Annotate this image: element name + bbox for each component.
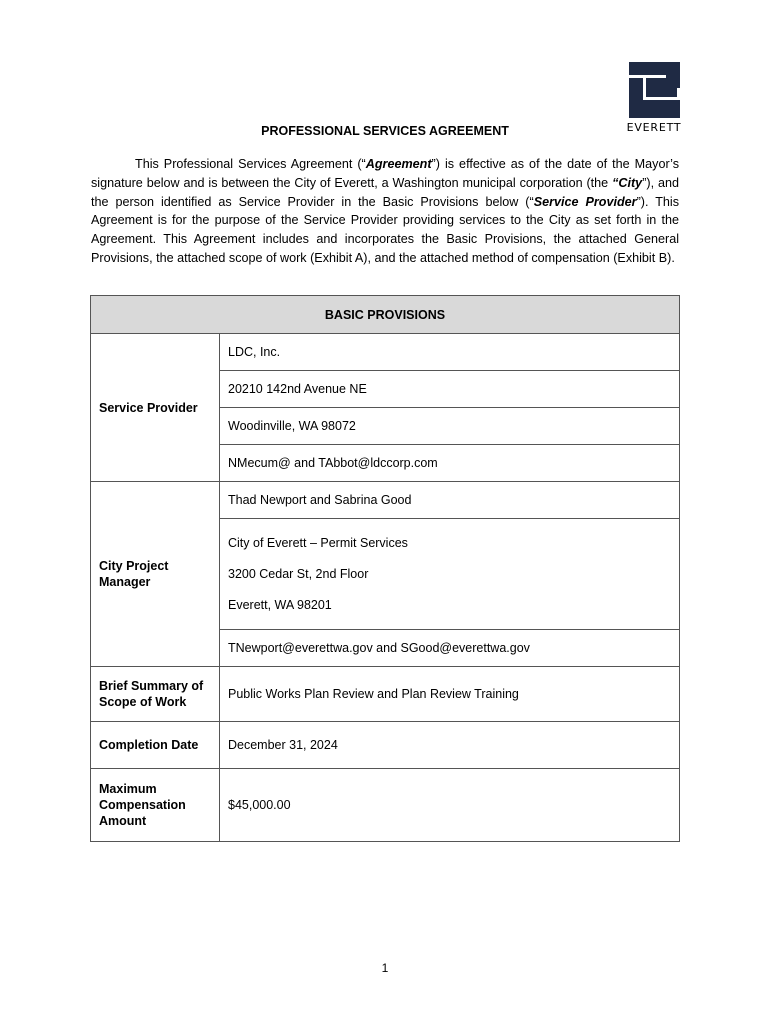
compensation-label: Maximum Compensation Amount [91,769,220,842]
service-provider-label: Service Provider [91,334,220,482]
provisions-heading: BASIC PROVISIONS [91,296,680,334]
term-service-provider: Service Provider [533,194,637,209]
page-number: 1 [381,961,389,975]
scope-label: Brief Summary of Scope of Work [91,667,220,722]
completion-date-value: December 31, 2024 [220,722,680,769]
logo-text: EVERETT [626,121,682,134]
project-manager-label: City Project Manager [91,482,220,667]
intro-paragraph: This Professional Services Agreement (“Agreement”) is effective as of the date of the Mayor’s signature below and is between the City of Everett, a Washington municipal corporation (the “City”), and the person identified as Service Provider in the Basic Provisions below (“Service Provider”). This Agreement is for the purpose of the Service Provider providing services to the City as set forth in the Agreement. This Agreement includes and incorporates the Basic Provisions, the attached General Provisions, the attached scope of work (Exhibit A), and the attached method of compensation (Exhibit B). [91,157,679,265]
term-city: “City [612,175,643,190]
document-title: PROFESSIONAL SERVICES AGREEMENT [261,124,509,138]
project-manager-address-line2: Everett, WA 98201 [228,598,332,612]
project-manager-email: TNewport@everettwa.gov and SGood@everettwa.gov [220,630,680,667]
compensation-value: $45,000.00 [220,769,680,842]
project-manager-address [220,519,680,630]
project-manager-department: City of Everett – Permit Services [228,536,408,550]
project-manager-address-line1: 3200 Cedar St, 2nd Floor [228,567,369,581]
project-manager-names: Thad Newport and Sabrina Good [220,482,680,519]
term-agreement: Agreement [365,157,432,171]
basic-provisions-table [90,295,680,842]
service-provider-name: LDC, Inc. [220,334,680,371]
everett-logo-icon [629,62,680,118]
scope-value: Public Works Plan Review and Plan Review Training [220,667,680,722]
completion-date-label: Completion Date [91,722,220,769]
service-provider-address-line1: 20210 142nd Avenue NE [220,371,680,408]
service-provider-address-line2: Woodinville, WA 98072 [220,408,680,445]
service-provider-email: NMecum@ and TAbbot@ldccorp.com [220,445,680,482]
